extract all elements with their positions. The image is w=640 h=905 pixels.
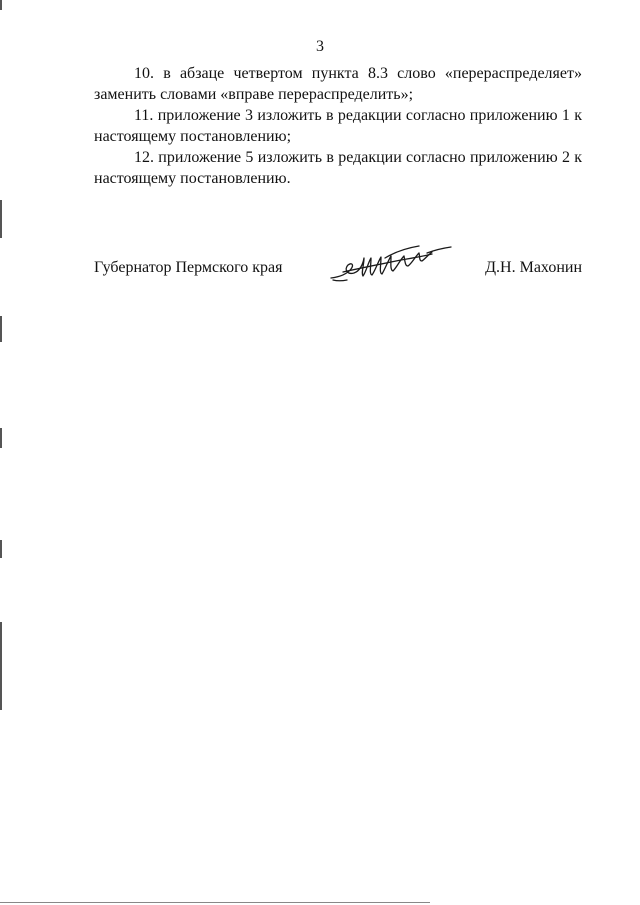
scan-edge-mark	[0, 0, 2, 10]
document-body	[94, 63, 582, 189]
paragraph-item-11: 11. приложение 3 изложить в редакции согласно приложению 1 к настоящему постановлению;	[94, 107, 582, 145]
scan-edge-mark	[0, 200, 2, 238]
scan-edge-mark	[0, 540, 2, 558]
scan-edge-mark	[0, 622, 2, 710]
scan-edge-mark	[0, 316, 2, 342]
signer-name: Д.Н. Махонин	[485, 259, 582, 276]
page-number: 3	[316, 38, 324, 55]
paragraph-item-10: 10. в абзаце четвертом пункта 8.3 слово «перераспределяет» заменить словами «вправе перераспределить»;	[94, 65, 582, 103]
scan-edge-mark	[0, 428, 2, 448]
paragraph-item-12: 12. приложение 5 изложить в редакции согласно приложению 2 к настоящему постановлению.	[94, 149, 582, 187]
handwritten-signature	[327, 236, 453, 286]
signer-position-title: Губернатор Пермского края	[94, 259, 283, 276]
bottom-rule	[0, 902, 430, 903]
